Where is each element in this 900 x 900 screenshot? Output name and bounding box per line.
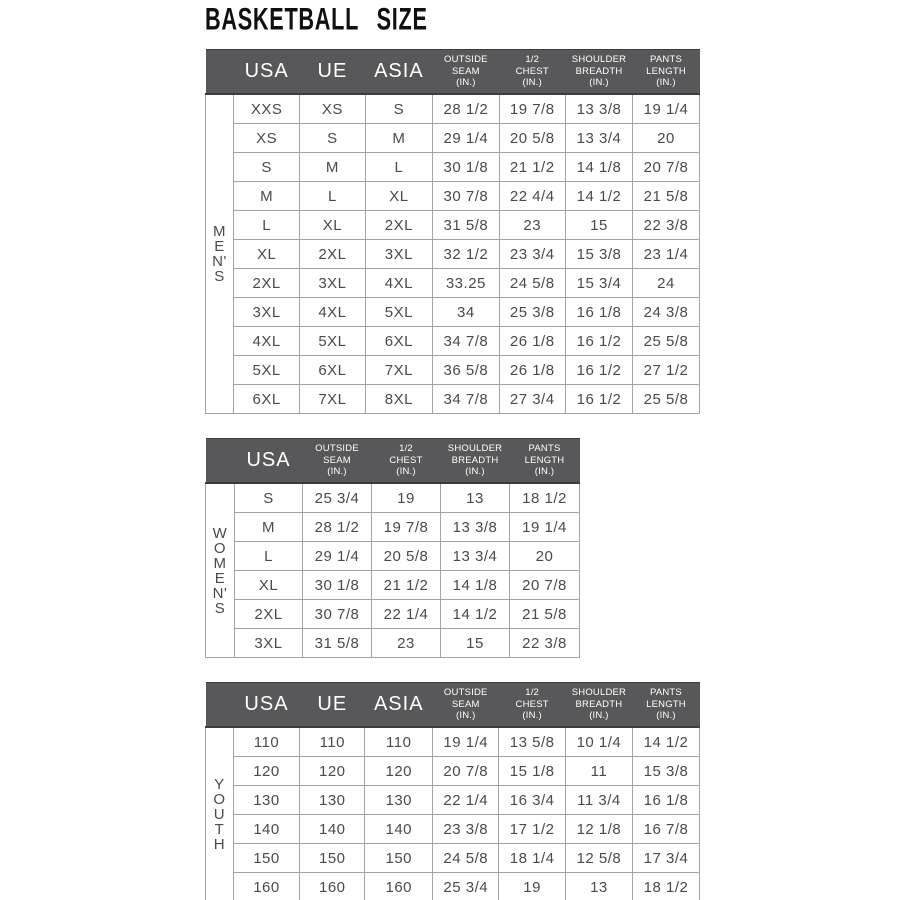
size-cell: 110 bbox=[365, 727, 433, 757]
size-cell: 19 bbox=[499, 873, 565, 900]
size-cell: 12 5/8 bbox=[565, 844, 632, 873]
size-cell: 6XL bbox=[233, 385, 299, 414]
size-cell: 160 bbox=[365, 873, 433, 900]
size-cell: 19 1/4 bbox=[633, 94, 700, 124]
size-cell: S bbox=[365, 94, 433, 124]
page-title: BASKETBALL SIZE bbox=[205, 0, 428, 37]
size-cell: 3XL bbox=[365, 240, 433, 269]
size-cell: 8XL bbox=[365, 385, 433, 414]
size-cell: 24 bbox=[633, 269, 700, 298]
table-row bbox=[206, 600, 580, 629]
table-row bbox=[206, 757, 700, 786]
size-cell: 12 1/8 bbox=[565, 815, 632, 844]
size-cell: 20 5/8 bbox=[372, 542, 441, 571]
size-cell: 20 bbox=[633, 124, 700, 153]
size-cell: L bbox=[233, 211, 299, 240]
size-cell: XS bbox=[300, 94, 365, 124]
youth-table bbox=[205, 682, 700, 900]
womens-size-table bbox=[205, 438, 700, 658]
size-cell: 130 bbox=[300, 786, 365, 815]
table-row bbox=[206, 153, 700, 182]
size-cell: 22 1/4 bbox=[372, 600, 441, 629]
size-cell: 21 1/2 bbox=[499, 153, 565, 182]
column-header-asia: ASIA bbox=[365, 683, 433, 728]
size-cell: 19 7/8 bbox=[372, 513, 441, 542]
size-cell: 28 1/2 bbox=[433, 94, 499, 124]
size-cell: 30 1/8 bbox=[433, 153, 499, 182]
size-cell: 14 1/8 bbox=[565, 153, 632, 182]
table-row bbox=[206, 542, 580, 571]
size-cell: XS bbox=[233, 124, 299, 153]
size-cell: 21 1/2 bbox=[372, 571, 441, 600]
size-cell: 13 bbox=[441, 483, 510, 513]
size-cell: 31 5/8 bbox=[433, 211, 499, 240]
column-header-usa: USA bbox=[233, 50, 299, 95]
size-cell: 25 3/4 bbox=[433, 873, 499, 900]
column-header-outside-seam-in: OUTSIDE SEAM (IN.) bbox=[433, 683, 499, 728]
size-cell: 3XL bbox=[300, 269, 365, 298]
table-row bbox=[206, 298, 700, 327]
size-cell: 120 bbox=[365, 757, 433, 786]
column-header-ue: UE bbox=[300, 50, 365, 95]
size-cell: 11 3/4 bbox=[565, 786, 632, 815]
size-cell: 22 4/4 bbox=[499, 182, 565, 211]
table-row bbox=[206, 629, 580, 658]
table-row bbox=[206, 211, 700, 240]
table-row bbox=[206, 182, 700, 211]
size-cell: 130 bbox=[233, 786, 299, 815]
size-cell: 21 5/8 bbox=[633, 182, 700, 211]
size-cell: 13 bbox=[565, 873, 632, 900]
size-cell: 22 3/8 bbox=[510, 629, 580, 658]
mens-group-label: M E N' S bbox=[206, 94, 234, 414]
size-cell: 2XL bbox=[300, 240, 365, 269]
size-cell: 30 7/8 bbox=[433, 182, 499, 211]
table-row bbox=[206, 727, 700, 757]
size-cell: 16 1/8 bbox=[565, 298, 632, 327]
size-cell: 13 3/8 bbox=[565, 94, 632, 124]
column-header-asia: ASIA bbox=[365, 50, 433, 95]
size-cell: 10 1/4 bbox=[565, 727, 632, 757]
size-cell: S bbox=[300, 124, 365, 153]
size-cell: 23 bbox=[499, 211, 565, 240]
size-cell: 120 bbox=[300, 757, 365, 786]
size-cell: L bbox=[365, 153, 433, 182]
size-cell: 25 5/8 bbox=[633, 327, 700, 356]
size-cell: 110 bbox=[233, 727, 299, 757]
size-cell: 29 1/4 bbox=[433, 124, 499, 153]
youth-group-label: Y O U T H bbox=[206, 727, 234, 900]
column-header-shoulder-breadth-in: SHOULDER BREADTH (IN.) bbox=[565, 683, 632, 728]
mens-table bbox=[205, 49, 700, 414]
size-cell: 16 1/2 bbox=[565, 385, 632, 414]
table-row bbox=[206, 240, 700, 269]
size-cell: 20 7/8 bbox=[433, 757, 499, 786]
column-header-shoulder-breadth-in: SHOULDER BREADTH (IN.) bbox=[441, 439, 510, 484]
size-cell: 20 bbox=[510, 542, 580, 571]
table-row bbox=[206, 571, 580, 600]
mens-size-table bbox=[205, 49, 700, 414]
size-cell: 24 5/8 bbox=[433, 844, 499, 873]
size-cell: 33.25 bbox=[433, 269, 499, 298]
size-cell: 14 1/8 bbox=[441, 571, 510, 600]
size-cell: 13 3/4 bbox=[441, 542, 510, 571]
table-row bbox=[206, 844, 700, 873]
size-cell: 25 3/4 bbox=[303, 483, 372, 513]
size-cell: L bbox=[235, 542, 303, 571]
size-cell: 32 1/2 bbox=[433, 240, 499, 269]
size-cell: 27 1/2 bbox=[633, 356, 700, 385]
group-header-spacer bbox=[206, 439, 235, 484]
size-cell: 16 7/8 bbox=[632, 815, 699, 844]
column-header-usa: USA bbox=[235, 439, 303, 484]
womens-group-label: W O M E N' S bbox=[206, 483, 235, 658]
size-cell: 11 bbox=[565, 757, 632, 786]
size-cell: 36 5/8 bbox=[433, 356, 499, 385]
size-cell: 13 5/8 bbox=[499, 727, 565, 757]
size-cell: 4XL bbox=[233, 327, 299, 356]
size-cell: M bbox=[365, 124, 433, 153]
size-cell: M bbox=[233, 182, 299, 211]
size-cell: L bbox=[300, 182, 365, 211]
size-cell: 23 3/4 bbox=[499, 240, 565, 269]
size-cell: S bbox=[233, 153, 299, 182]
size-cell: 23 3/8 bbox=[433, 815, 499, 844]
size-cell: 22 3/8 bbox=[633, 211, 700, 240]
size-cell: 28 1/2 bbox=[303, 513, 372, 542]
size-cell: 34 7/8 bbox=[433, 385, 499, 414]
column-header-ue: UE bbox=[300, 683, 365, 728]
size-cell: 15 3/8 bbox=[632, 757, 699, 786]
size-cell: 21 5/8 bbox=[510, 600, 580, 629]
size-cell: 150 bbox=[300, 844, 365, 873]
size-cell: 7XL bbox=[365, 356, 433, 385]
column-header-outside-seam-in: OUTSIDE SEAM (IN.) bbox=[433, 50, 499, 95]
size-cell: 15 bbox=[565, 211, 632, 240]
size-cell: 15 3/8 bbox=[565, 240, 632, 269]
column-header-1-2-chest-in: 1/2 CHEST (IN.) bbox=[499, 50, 565, 95]
size-cell: 26 1/8 bbox=[499, 327, 565, 356]
size-cell: 150 bbox=[233, 844, 299, 873]
size-cell: 17 1/2 bbox=[499, 815, 565, 844]
size-cell: 140 bbox=[233, 815, 299, 844]
size-cell: 18 1/2 bbox=[632, 873, 699, 900]
column-header-usa: USA bbox=[233, 683, 299, 728]
size-cell: 2XL bbox=[235, 600, 303, 629]
womens-table bbox=[205, 438, 580, 658]
size-cell: 15 3/4 bbox=[565, 269, 632, 298]
size-cell: M bbox=[235, 513, 303, 542]
column-header-outside-seam-in: OUTSIDE SEAM (IN.) bbox=[303, 439, 372, 484]
table-row bbox=[206, 513, 580, 542]
size-cell: 15 bbox=[441, 629, 510, 658]
size-cell: 14 1/2 bbox=[565, 182, 632, 211]
size-cell: 24 3/8 bbox=[633, 298, 700, 327]
size-cell: 18 1/4 bbox=[499, 844, 565, 873]
size-cell: 20 5/8 bbox=[499, 124, 565, 153]
size-cell: 140 bbox=[365, 815, 433, 844]
size-cell: 16 1/8 bbox=[632, 786, 699, 815]
table-row bbox=[206, 94, 700, 124]
table-row bbox=[206, 815, 700, 844]
size-cell: 18 1/2 bbox=[510, 483, 580, 513]
size-cell: 16 3/4 bbox=[499, 786, 565, 815]
size-cell: 16 1/2 bbox=[565, 356, 632, 385]
size-cell: 19 1/4 bbox=[433, 727, 499, 757]
size-cell: 34 7/8 bbox=[433, 327, 499, 356]
size-cell: XL bbox=[300, 211, 365, 240]
size-cell: 23 bbox=[372, 629, 441, 658]
size-cell: 16 1/2 bbox=[565, 327, 632, 356]
size-cell: 24 5/8 bbox=[499, 269, 565, 298]
table-row bbox=[206, 483, 580, 513]
size-cell: 7XL bbox=[300, 385, 365, 414]
size-cell: 160 bbox=[300, 873, 365, 900]
size-cell: 31 5/8 bbox=[303, 629, 372, 658]
column-header-pants-length-in: PANTS LENGTH (IN.) bbox=[633, 50, 700, 95]
size-cell: 3XL bbox=[233, 298, 299, 327]
size-cell: 14 1/2 bbox=[441, 600, 510, 629]
size-cell: 34 bbox=[433, 298, 499, 327]
column-header-1-2-chest-in: 1/2 CHEST (IN.) bbox=[372, 439, 441, 484]
column-header-1-2-chest-in: 1/2 CHEST (IN.) bbox=[499, 683, 565, 728]
column-header-pants-length-in: PANTS LENGTH (IN.) bbox=[510, 439, 580, 484]
size-cell: 20 7/8 bbox=[510, 571, 580, 600]
size-cell: 14 1/2 bbox=[632, 727, 699, 757]
size-cell: 23 1/4 bbox=[633, 240, 700, 269]
size-cell: 29 1/4 bbox=[303, 542, 372, 571]
size-cell: 13 3/4 bbox=[565, 124, 632, 153]
size-cell: 26 1/8 bbox=[499, 356, 565, 385]
size-chart-content bbox=[205, 0, 700, 900]
size-cell: 5XL bbox=[365, 298, 433, 327]
size-cell: 4XL bbox=[300, 298, 365, 327]
table-row bbox=[206, 786, 700, 815]
size-cell: 6XL bbox=[300, 356, 365, 385]
size-cell: 27 3/4 bbox=[499, 385, 565, 414]
size-cell: 4XL bbox=[365, 269, 433, 298]
size-cell: XL bbox=[365, 182, 433, 211]
size-cell: 30 1/8 bbox=[303, 571, 372, 600]
size-cell: 160 bbox=[233, 873, 299, 900]
size-cell: 17 3/4 bbox=[632, 844, 699, 873]
table-row bbox=[206, 327, 700, 356]
size-cell: 3XL bbox=[235, 629, 303, 658]
table-row bbox=[206, 269, 700, 298]
size-cell: S bbox=[235, 483, 303, 513]
column-header-pants-length-in: PANTS LENGTH (IN.) bbox=[632, 683, 699, 728]
size-cell: XL bbox=[235, 571, 303, 600]
size-cell: 2XL bbox=[365, 211, 433, 240]
size-cell: 5XL bbox=[233, 356, 299, 385]
size-cell: 25 5/8 bbox=[633, 385, 700, 414]
group-header-spacer bbox=[206, 683, 234, 728]
table-row bbox=[206, 385, 700, 414]
size-cell: 110 bbox=[300, 727, 365, 757]
size-cell: 120 bbox=[233, 757, 299, 786]
size-cell: 2XL bbox=[233, 269, 299, 298]
group-header-spacer bbox=[206, 50, 234, 95]
table-row bbox=[206, 873, 700, 900]
size-cell: XL bbox=[233, 240, 299, 269]
size-cell: 19 7/8 bbox=[499, 94, 565, 124]
size-cell: 20 7/8 bbox=[633, 153, 700, 182]
size-cell: 19 bbox=[372, 483, 441, 513]
size-cell: 150 bbox=[365, 844, 433, 873]
column-header-shoulder-breadth-in: SHOULDER BREADTH (IN.) bbox=[565, 50, 632, 95]
size-cell: 22 1/4 bbox=[433, 786, 499, 815]
size-cell: 5XL bbox=[300, 327, 365, 356]
youth-size-table bbox=[205, 682, 700, 900]
size-cell: 30 7/8 bbox=[303, 600, 372, 629]
size-cell: M bbox=[300, 153, 365, 182]
size-cell: 140 bbox=[300, 815, 365, 844]
size-cell: 19 1/4 bbox=[510, 513, 580, 542]
size-cell: 25 3/8 bbox=[499, 298, 565, 327]
size-cell: XXS bbox=[233, 94, 299, 124]
size-cell: 130 bbox=[365, 786, 433, 815]
size-cell: 6XL bbox=[365, 327, 433, 356]
table-row bbox=[206, 124, 700, 153]
size-cell: 15 1/8 bbox=[499, 757, 565, 786]
table-row bbox=[206, 356, 700, 385]
size-cell: 13 3/8 bbox=[441, 513, 510, 542]
